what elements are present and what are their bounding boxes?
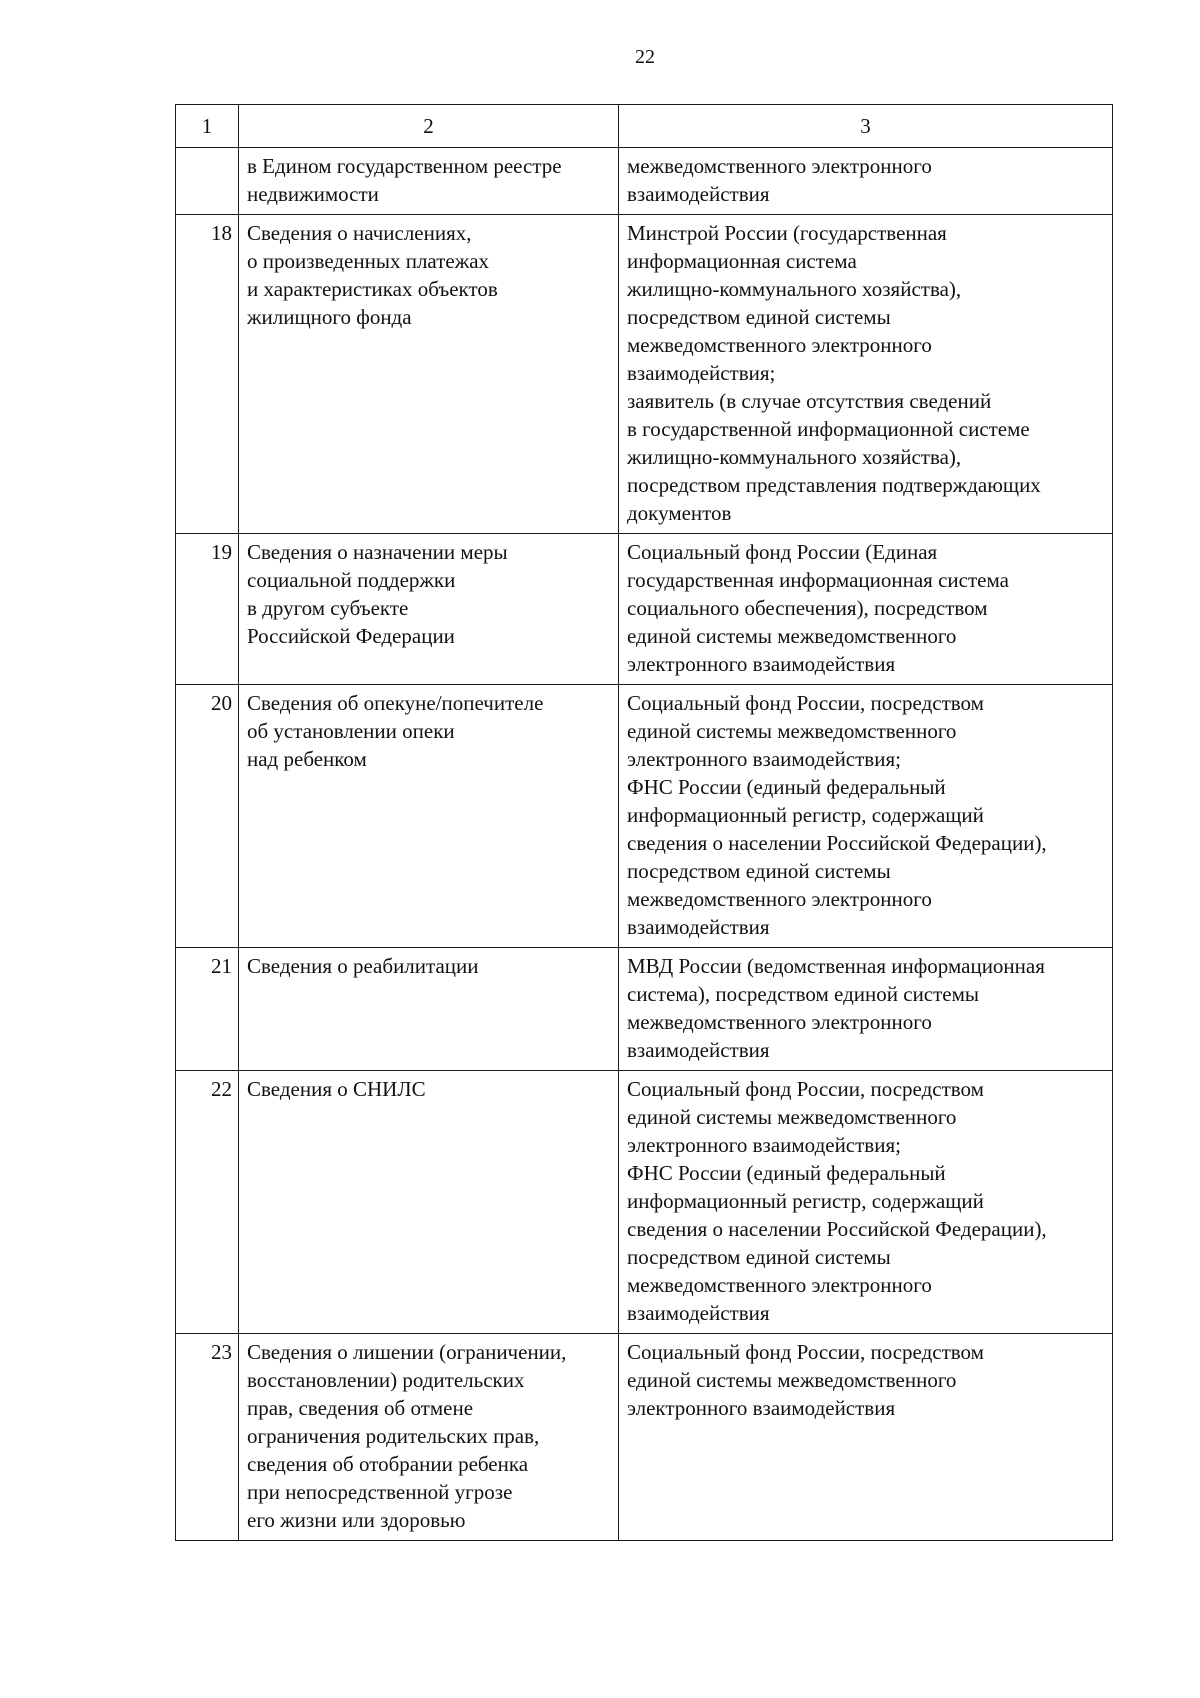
cell-text-line: в другом субъекте — [247, 596, 409, 620]
info-description-cell — [239, 534, 619, 685]
info-source-cell — [619, 534, 1113, 685]
cell-text-line: в Едином государственном реестре — [247, 154, 562, 178]
column-header: 1 — [176, 105, 239, 148]
cell-text-line: электронного взаимодействия — [627, 652, 896, 676]
cell-text-line: информационный регистр, содержащий — [627, 803, 984, 827]
cell-text-line: электронного взаимодействия; — [627, 1133, 901, 1157]
cell-text-line: взаимодействия — [627, 182, 770, 206]
info-source-cell — [619, 215, 1113, 534]
cell-text-line: восстановлении) родительских — [247, 1368, 525, 1392]
cell-text-line: сведения о населении Российской Федерации), — [627, 831, 1047, 855]
cell-text-line: информационный регистр, содержащий — [627, 1189, 984, 1213]
info-source-cell — [619, 1334, 1113, 1541]
info-description-cell — [239, 948, 619, 1071]
info-source-cell — [619, 148, 1113, 215]
info-source-cell — [619, 948, 1113, 1071]
cell-text-line: единой системы межведомственного — [627, 1105, 957, 1129]
row-number: 19 — [176, 534, 239, 685]
cell-text-line: Сведения о реабилитации — [247, 954, 479, 978]
cell-text-line: социального обеспечения), посредством — [627, 596, 988, 620]
cell-text-line: МВД России (ведомственная информационная — [627, 954, 1045, 978]
cell-text-line: документов — [627, 501, 732, 525]
cell-text-line: сведения о населении Российской Федерации), — [627, 1217, 1047, 1241]
cell-text-line: Социальный фонд России, посредством — [627, 1340, 984, 1364]
cell-text-line: об установлении опеки — [247, 719, 455, 743]
cell-text-line: Сведения о назначении меры — [247, 540, 508, 564]
cell-text-line: Сведения о СНИЛС — [247, 1077, 426, 1101]
cell-text-line: ФНС России (единый федеральный — [627, 1161, 946, 1185]
cell-text-line: ФНС России (единый федеральный — [627, 775, 946, 799]
cell-text-line: государственная информационная система — [627, 568, 1009, 592]
cell-text-line: Сведения о начислениях, — [247, 221, 472, 245]
row-number: 18 — [176, 215, 239, 534]
cell-text-line: электронного взаимодействия; — [627, 747, 901, 771]
cell-text-line: межведомственного электронного — [627, 1010, 932, 1034]
row-number: 20 — [176, 685, 239, 948]
cell-text-line: недвижимости — [247, 182, 379, 206]
page-number: 22 — [635, 46, 655, 68]
info-description-cell — [239, 685, 619, 948]
cell-text-line: единой системы межведомственного — [627, 1368, 957, 1392]
info-description-cell — [239, 215, 619, 534]
cell-text-line: межведомственного электронного — [627, 887, 932, 911]
cell-text-line: Социальный фонд России, посредством — [627, 691, 984, 715]
cell-text-line: межведомственного электронного — [627, 154, 932, 178]
cell-text-line: посредством представления подтверждающих — [627, 473, 1041, 497]
cell-text-line: социальной поддержки — [247, 568, 456, 592]
cell-text-line: заявитель (в случае отсутствия сведений — [627, 389, 992, 413]
column-header: 2 — [239, 105, 619, 148]
cell-text-line: Сведения о лишении (ограничении, — [247, 1340, 567, 1364]
info-source-cell — [619, 685, 1113, 948]
cell-text-line: в государственной информационной системе — [627, 417, 1030, 441]
column-header: 3 — [619, 105, 1113, 148]
cell-text-line: жилищного фонда — [247, 305, 412, 329]
info-description-cell — [239, 1334, 619, 1541]
table-row — [176, 148, 1113, 215]
cell-text-line: посредством единой системы — [627, 859, 891, 883]
table-row — [176, 215, 1113, 534]
cell-text-line: взаимодействия — [627, 915, 770, 939]
cell-text-line: Социальный фонд России, посредством — [627, 1077, 984, 1101]
row-number — [176, 148, 239, 215]
table-row — [176, 948, 1113, 1071]
row-number: 23 — [176, 1334, 239, 1541]
cell-text-line: Минстрой России (государственная — [627, 221, 947, 245]
cell-text-line: взаимодействия — [627, 1038, 770, 1062]
cell-text-line: сведения об отобрании ребенка — [247, 1452, 529, 1476]
cell-text-line: при непосредственной угрозе — [247, 1480, 513, 1504]
table-row — [176, 685, 1113, 948]
table-header-row — [176, 105, 1113, 148]
table-row — [176, 534, 1113, 685]
table-body — [176, 148, 1113, 1541]
cell-text-line: Российской Федерации — [247, 624, 455, 648]
cell-text-line: над ребенком — [247, 747, 367, 771]
cell-text-line: ограничения родительских прав, — [247, 1424, 540, 1448]
cell-text-line: единой системы межведомственного — [627, 624, 957, 648]
cell-text-line: электронного взаимодействия — [627, 1396, 896, 1420]
table-row — [176, 1334, 1113, 1541]
cell-text-line: взаимодействия; — [627, 361, 776, 385]
cell-text-line: взаимодействия — [627, 1301, 770, 1325]
cell-text-line: жилищно-коммунального хозяйства), — [627, 277, 962, 301]
cell-text-line: информационная система — [627, 249, 857, 273]
row-number: 21 — [176, 948, 239, 1071]
row-number: 22 — [176, 1071, 239, 1334]
info-source-cell — [619, 1071, 1113, 1334]
cell-text-line: межведомственного электронного — [627, 1273, 932, 1297]
cell-text-line: единой системы межведомственного — [627, 719, 957, 743]
cell-text-line: и характеристиках объектов — [247, 277, 498, 301]
cell-text-line: прав, сведения об отмене — [247, 1396, 474, 1420]
info-description-cell — [239, 148, 619, 215]
cell-text-line: о произведенных платежах — [247, 249, 490, 273]
cell-text-line: межведомственного электронного — [627, 333, 932, 357]
table-row — [176, 1071, 1113, 1334]
cell-text-line: посредством единой системы — [627, 1245, 891, 1269]
cell-text-line: Социальный фонд России (Единая — [627, 540, 938, 564]
info-description-cell — [239, 1071, 619, 1334]
document-table — [175, 104, 1113, 1541]
cell-text-line: жилищно-коммунального хозяйства), — [627, 445, 962, 469]
cell-text-line: посредством единой системы — [627, 305, 891, 329]
cell-text-line: система), посредством единой системы — [627, 982, 980, 1006]
cell-text-line: его жизни или здоровью — [247, 1508, 466, 1532]
cell-text-line: Сведения об опекуне/попечителе — [247, 691, 544, 715]
